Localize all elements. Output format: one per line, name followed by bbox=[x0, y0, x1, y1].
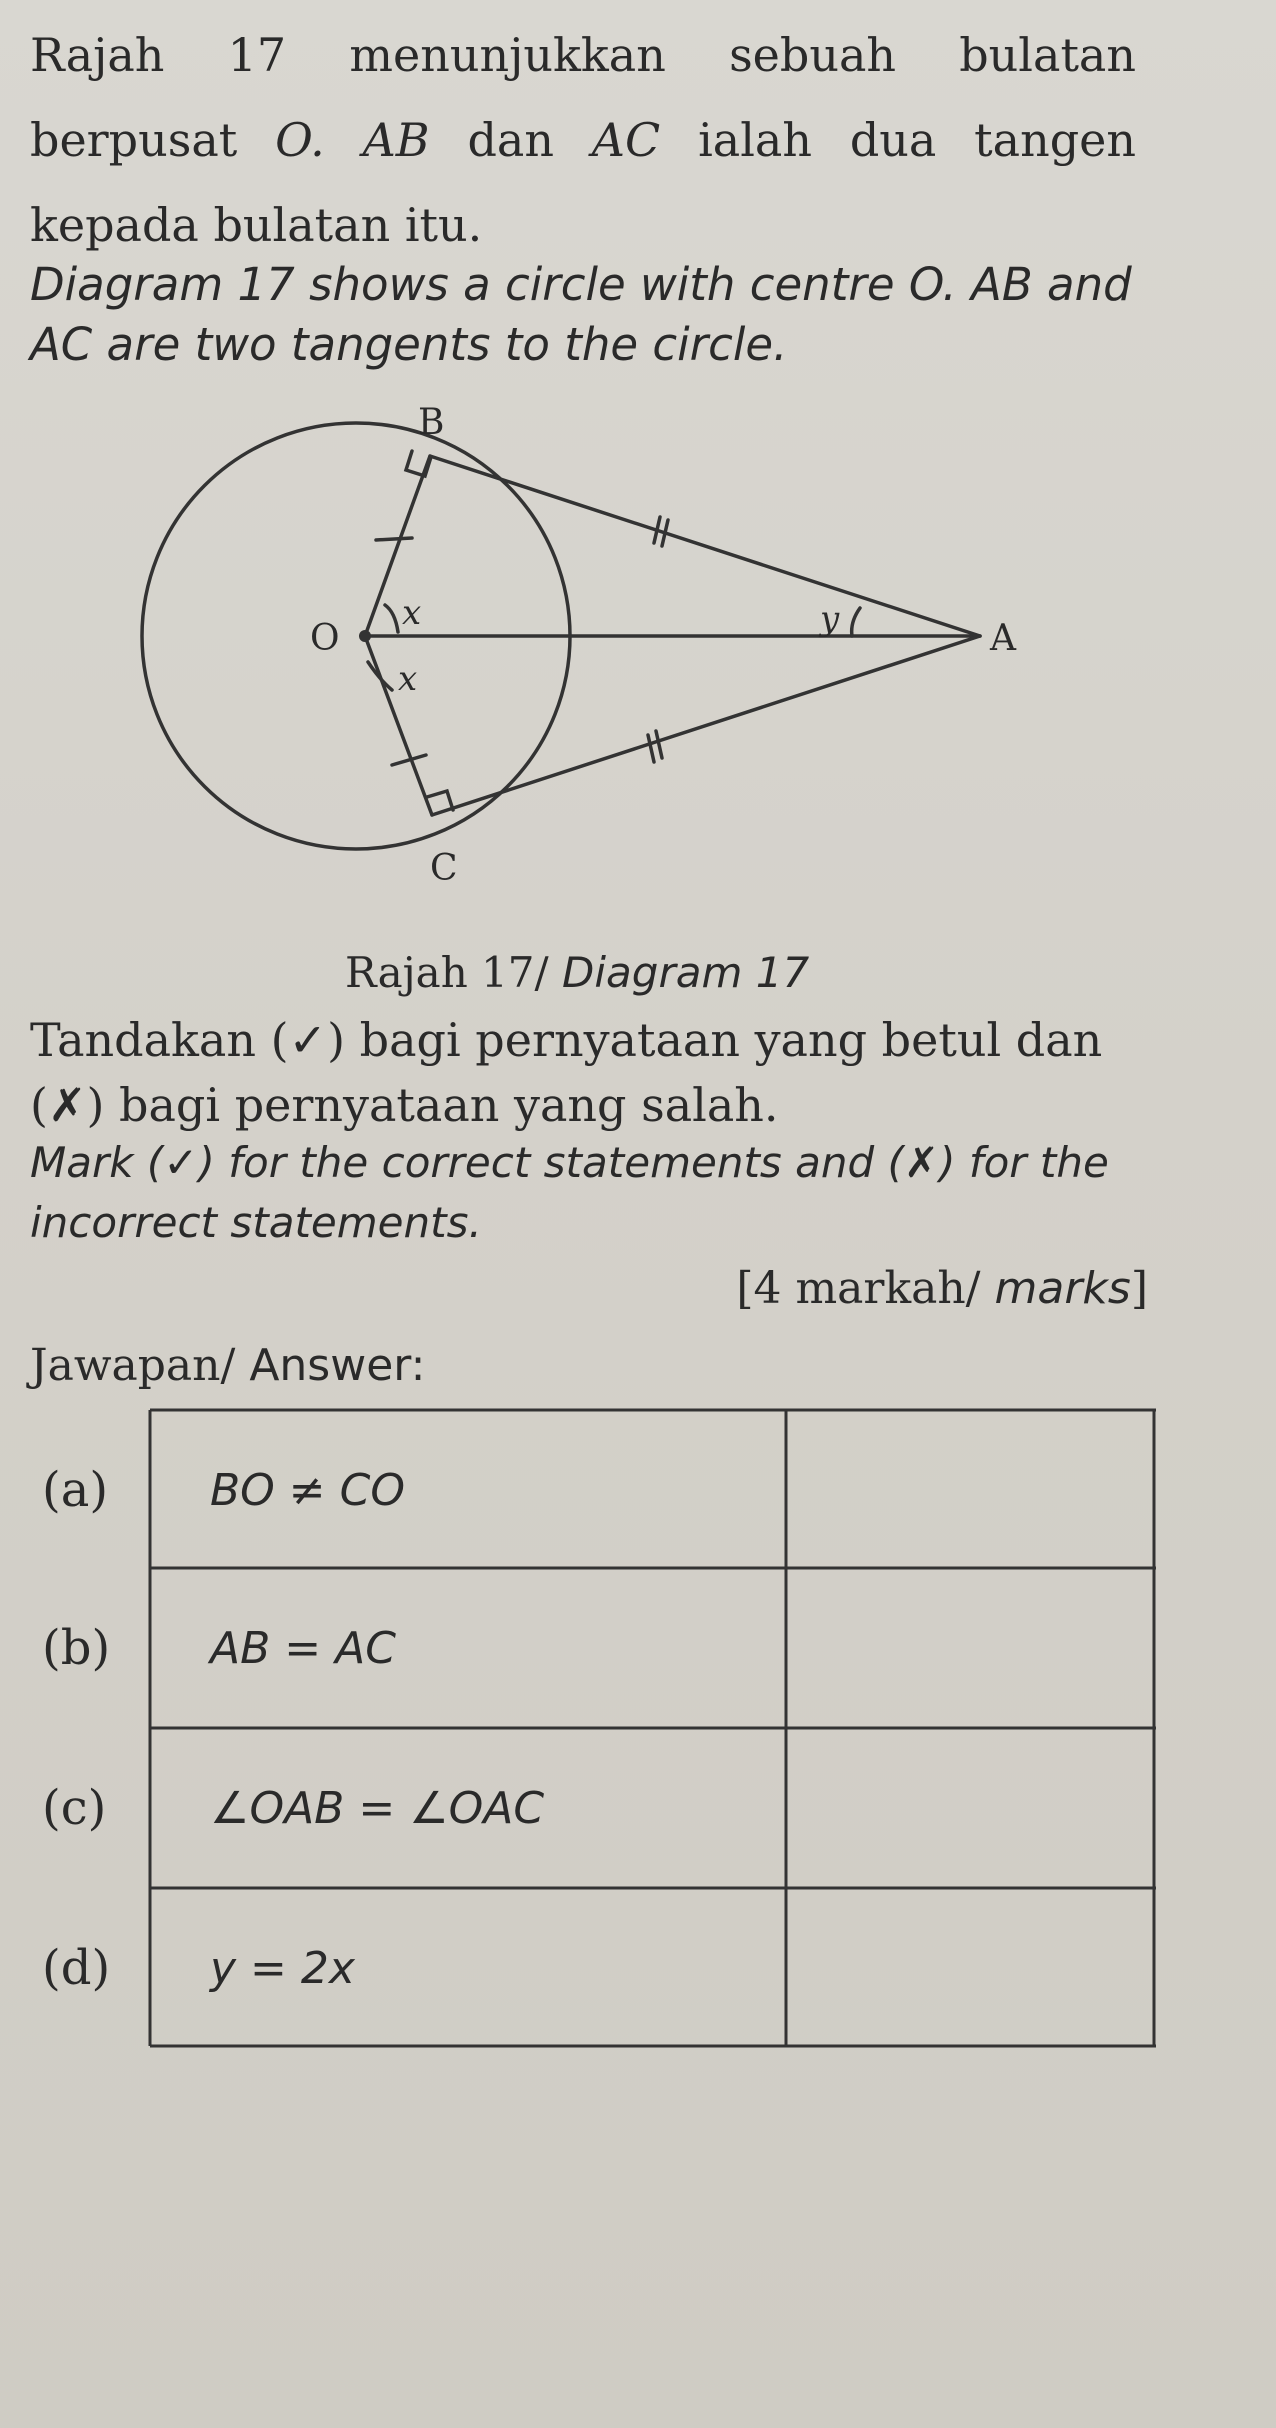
table-row bbox=[30, 1888, 1158, 2048]
answer-mark-cell[interactable] bbox=[812, 1410, 1184, 1570]
angle-arc-y bbox=[852, 608, 860, 636]
word: menunjukkan bbox=[349, 28, 666, 82]
instruction-malay-line-2: (✗) bagi pernyataan yang salah. bbox=[30, 1078, 779, 1132]
label-c: C bbox=[430, 848, 458, 889]
word: dan bbox=[467, 113, 554, 167]
word: dua bbox=[849, 113, 937, 167]
statement-cell: ∠OAB = ∠OAC bbox=[210, 1782, 545, 1834]
table-row bbox=[30, 1728, 1158, 1888]
table-row bbox=[30, 1410, 1158, 1570]
tick-ca-2 bbox=[656, 731, 662, 758]
statement-cell: AB = AC bbox=[210, 1622, 396, 1674]
statement-cell: y = 2x bbox=[210, 1942, 355, 1994]
tangent-ba bbox=[430, 456, 980, 636]
answer-label bbox=[30, 1340, 425, 1391]
marks-close: ] bbox=[1130, 1263, 1148, 1314]
answer-mark-cell[interactable] bbox=[812, 1728, 1184, 1888]
row-label: (d) bbox=[42, 1940, 111, 1996]
tick-ca-1 bbox=[648, 735, 654, 762]
word: ialah bbox=[698, 113, 812, 167]
label-b: B bbox=[418, 402, 445, 443]
statement-cell: BO ≠ CO bbox=[210, 1464, 406, 1516]
tick-ob bbox=[376, 538, 412, 540]
word: sebuah bbox=[729, 28, 897, 82]
word: AC bbox=[591, 113, 661, 167]
word: berpusat bbox=[30, 113, 238, 167]
angle-arc-x-top bbox=[385, 605, 398, 632]
label-x-top: x bbox=[402, 593, 422, 633]
label-x-bottom: x bbox=[398, 659, 418, 699]
word: kepada bulatan itu. bbox=[30, 198, 483, 252]
answer-mark-cell[interactable] bbox=[812, 1888, 1184, 2048]
caption-malay: Rajah 17/ bbox=[345, 948, 563, 997]
instruction-malay-line-1: Tandakan (✓) bagi pernyataan yang betul dan bbox=[30, 1013, 1103, 1067]
point-o bbox=[359, 630, 371, 642]
instruction-english-line-2: incorrect statements. bbox=[30, 1198, 482, 1247]
tangent-ca bbox=[432, 636, 980, 815]
label-o: O bbox=[310, 618, 340, 659]
marks-allocation bbox=[736, 1263, 1148, 1314]
answer-table bbox=[30, 1410, 1158, 2050]
word: Rajah bbox=[30, 28, 165, 82]
word: 17 bbox=[227, 28, 287, 82]
answer-label-malay: Jawapan/ bbox=[30, 1340, 250, 1391]
instruction-english-line-1: Mark (✓) for the correct statements and (✗) for the bbox=[30, 1138, 1109, 1187]
marks-malay: [4 markah/ bbox=[736, 1263, 995, 1314]
table-row bbox=[30, 1568, 1158, 1728]
diagram-caption bbox=[345, 948, 809, 998]
marks-english: marks bbox=[994, 1263, 1131, 1314]
label-a: A bbox=[990, 618, 1016, 659]
row-label: (c) bbox=[42, 1780, 107, 1836]
row-label: (a) bbox=[42, 1462, 109, 1518]
word: bulatan bbox=[959, 28, 1136, 82]
angle-arc-x-bottom bbox=[368, 662, 392, 690]
caption-english: Diagram 17 bbox=[562, 948, 810, 997]
word: tangen bbox=[974, 113, 1136, 167]
right-angle-b bbox=[406, 451, 431, 476]
word: AB bbox=[362, 113, 430, 167]
answer-mark-cell[interactable] bbox=[812, 1568, 1184, 1728]
word: O. bbox=[275, 113, 325, 167]
intro-english-line-1: Diagram 17 shows a circle with centre O. AB and bbox=[30, 258, 1132, 311]
intro-english-line-2: AC are two tangents to the circle. bbox=[30, 318, 788, 371]
label-y: y bbox=[820, 599, 840, 639]
answer-label-english: Answer: bbox=[249, 1340, 426, 1391]
row-label: (b) bbox=[42, 1620, 111, 1676]
